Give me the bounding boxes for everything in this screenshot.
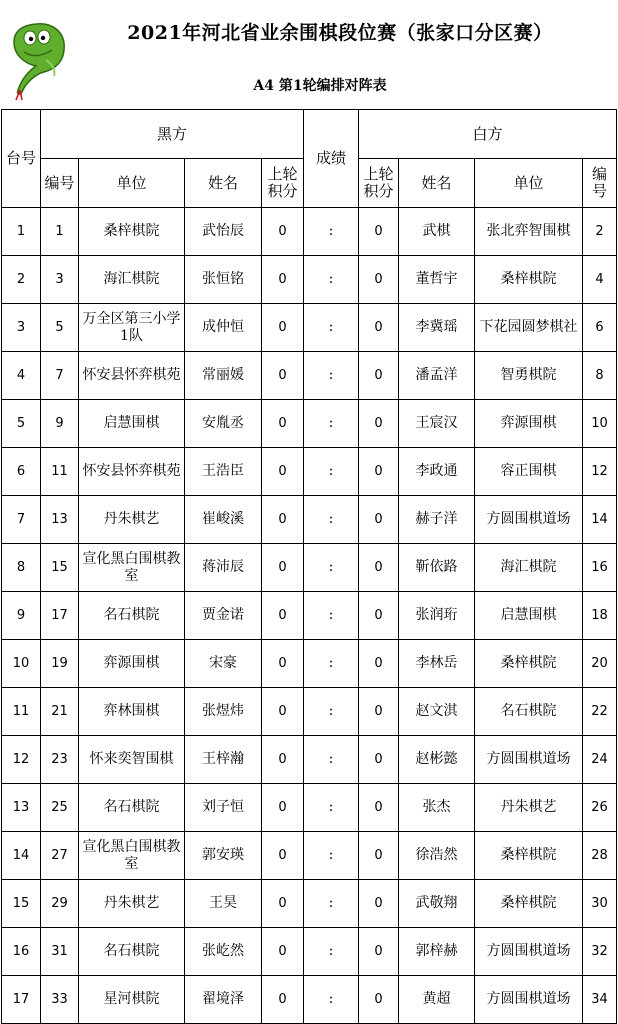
black-unit-cell: 怀来奕智围棋 (79, 736, 185, 784)
table-row (2, 304, 617, 352)
result-cell: : (304, 304, 359, 352)
table-row (2, 352, 617, 400)
result-cell: : (304, 688, 359, 736)
black-no-cell: 29 (41, 880, 79, 928)
black-no-cell: 17 (41, 592, 79, 640)
black-unit-cell: 弈林围棋 (79, 688, 185, 736)
black-unit-cell: 名石棋院 (79, 784, 185, 832)
white-name-cell: 赫子洋 (399, 496, 475, 544)
table-no-cell: 7 (2, 496, 41, 544)
white-unit-cell: 方圆围棋道场 (475, 928, 583, 976)
white-name-cell: 李政通 (399, 448, 475, 496)
white-prev-score-cell: 0 (359, 208, 399, 256)
black-prev-score-cell: 0 (262, 880, 304, 928)
black-unit-cell: 桑梓棋院 (79, 208, 185, 256)
white-name-cell: 张杰 (399, 784, 475, 832)
col-black-unit: 单位 (79, 159, 185, 208)
table-no-cell: 8 (2, 544, 41, 592)
col-white-no: 编号 (583, 159, 617, 208)
white-name-cell: 赵文淇 (399, 688, 475, 736)
white-no-cell: 26 (583, 784, 617, 832)
result-cell: : (304, 400, 359, 448)
table-no-cell: 11 (2, 688, 41, 736)
table-no-cell: 10 (2, 640, 41, 688)
result-cell: : (304, 784, 359, 832)
table-row (2, 784, 617, 832)
table-row (2, 592, 617, 640)
white-prev-score-cell: 0 (359, 928, 399, 976)
table-row (2, 832, 617, 880)
black-no-cell: 7 (41, 352, 79, 400)
black-name-cell: 宋豪 (185, 640, 262, 688)
result-cell: : (304, 256, 359, 304)
white-prev-score-cell: 0 (359, 400, 399, 448)
black-name-cell: 崔峻溪 (185, 496, 262, 544)
white-no-cell: 20 (583, 640, 617, 688)
result-cell: : (304, 832, 359, 880)
black-no-cell: 11 (41, 448, 79, 496)
white-prev-score-cell: 0 (359, 592, 399, 640)
result-cell: : (304, 976, 359, 1024)
white-prev-score-cell: 0 (359, 544, 399, 592)
black-unit-cell: 怀安县怀弈棋苑 (79, 352, 185, 400)
black-prev-score-cell: 0 (262, 592, 304, 640)
white-name-cell: 李冀瑶 (399, 304, 475, 352)
white-no-cell: 28 (583, 832, 617, 880)
black-prev-score-cell: 0 (262, 640, 304, 688)
black-no-cell: 9 (41, 400, 79, 448)
table-row (2, 256, 617, 304)
white-prev-score-cell: 0 (359, 448, 399, 496)
table-row (2, 976, 617, 1024)
white-name-cell: 董哲宇 (399, 256, 475, 304)
snake-mascot-icon (6, 20, 70, 102)
black-unit-cell: 名石棋院 (79, 592, 185, 640)
black-unit-cell: 丹朱棋艺 (79, 880, 185, 928)
white-unit-cell: 张北弈智围棋 (475, 208, 583, 256)
black-name-cell: 常丽媛 (185, 352, 262, 400)
table-no-cell: 1 (2, 208, 41, 256)
black-prev-score-cell: 0 (262, 352, 304, 400)
table-no-cell: 15 (2, 880, 41, 928)
black-unit-cell: 万全区第三小学1队 (79, 304, 185, 352)
black-no-cell: 33 (41, 976, 79, 1024)
black-name-cell: 贾金诺 (185, 592, 262, 640)
table-no-cell: 2 (2, 256, 41, 304)
black-no-cell: 1 (41, 208, 79, 256)
white-name-cell: 黄超 (399, 976, 475, 1024)
table-no-cell: 5 (2, 400, 41, 448)
result-cell: : (304, 736, 359, 784)
result-cell: : (304, 880, 359, 928)
white-unit-cell: 桑梓棋院 (475, 640, 583, 688)
black-name-cell: 王浩臣 (185, 448, 262, 496)
black-name-cell: 蒋沛辰 (185, 544, 262, 592)
col-black-prev-score: 上轮积分 (262, 159, 304, 208)
table-row (2, 736, 617, 784)
white-no-cell: 34 (583, 976, 617, 1024)
white-unit-cell: 方圆围棋道场 (475, 736, 583, 784)
black-unit-cell: 海汇棋院 (79, 256, 185, 304)
black-prev-score-cell: 0 (262, 736, 304, 784)
black-name-cell: 成仲恒 (185, 304, 262, 352)
white-prev-score-cell: 0 (359, 304, 399, 352)
result-cell: : (304, 928, 359, 976)
black-prev-score-cell: 0 (262, 208, 304, 256)
table-no-cell: 16 (2, 928, 41, 976)
black-no-cell: 19 (41, 640, 79, 688)
white-unit-cell: 桑梓棋院 (475, 256, 583, 304)
white-unit-cell: 桑梓棋院 (475, 832, 583, 880)
white-name-cell: 赵彬懿 (399, 736, 475, 784)
black-no-cell: 13 (41, 496, 79, 544)
col-white-name: 姓名 (399, 159, 475, 208)
black-unit-cell: 丹朱棋艺 (79, 496, 185, 544)
black-prev-score-cell: 0 (262, 304, 304, 352)
black-prev-score-cell: 0 (262, 976, 304, 1024)
white-no-cell: 24 (583, 736, 617, 784)
black-prev-score-cell: 0 (262, 448, 304, 496)
black-no-cell: 21 (41, 688, 79, 736)
white-prev-score-cell: 0 (359, 832, 399, 880)
white-unit-cell: 弈源围棋 (475, 400, 583, 448)
white-prev-score-cell: 0 (359, 976, 399, 1024)
white-unit-cell: 方圆围棋道场 (475, 496, 583, 544)
table-no-cell: 12 (2, 736, 41, 784)
black-prev-score-cell: 0 (262, 688, 304, 736)
table-row (2, 400, 617, 448)
white-prev-score-cell: 0 (359, 256, 399, 304)
white-no-cell: 2 (583, 208, 617, 256)
black-unit-cell: 宣化黑白围棋教室 (79, 832, 185, 880)
white-name-cell: 潘孟洋 (399, 352, 475, 400)
black-prev-score-cell: 0 (262, 496, 304, 544)
white-no-cell: 22 (583, 688, 617, 736)
table-row (2, 640, 617, 688)
table-row (2, 208, 617, 256)
white-unit-cell: 名石棋院 (475, 688, 583, 736)
black-no-cell: 3 (41, 256, 79, 304)
black-prev-score-cell: 0 (262, 544, 304, 592)
black-name-cell: 郭安瑛 (185, 832, 262, 880)
black-unit-cell: 怀安县怀弈棋苑 (79, 448, 185, 496)
white-unit-cell: 丹朱棋艺 (475, 784, 583, 832)
result-cell: : (304, 592, 359, 640)
black-no-cell: 23 (41, 736, 79, 784)
black-prev-score-cell: 0 (262, 928, 304, 976)
white-no-cell: 16 (583, 544, 617, 592)
white-unit-cell: 海汇棋院 (475, 544, 583, 592)
white-no-cell: 30 (583, 880, 617, 928)
page-subtitle: A4 第1轮编排对阵表 (253, 78, 387, 94)
white-unit-cell: 桑梓棋院 (475, 880, 583, 928)
result-cell: : (304, 496, 359, 544)
table-row (2, 496, 617, 544)
black-prev-score-cell: 0 (262, 832, 304, 880)
white-no-cell: 32 (583, 928, 617, 976)
black-no-cell: 15 (41, 544, 79, 592)
white-prev-score-cell: 0 (359, 352, 399, 400)
black-no-cell: 25 (41, 784, 79, 832)
black-unit-cell: 宣化黑白围棋教室 (79, 544, 185, 592)
black-name-cell: 刘子恒 (185, 784, 262, 832)
result-cell: : (304, 208, 359, 256)
result-cell: : (304, 544, 359, 592)
black-name-cell: 安胤丞 (185, 400, 262, 448)
col-black-name: 姓名 (185, 159, 262, 208)
white-prev-score-cell: 0 (359, 688, 399, 736)
black-name-cell: 武怡辰 (185, 208, 262, 256)
black-no-cell: 31 (41, 928, 79, 976)
white-name-cell: 靳依路 (399, 544, 475, 592)
white-name-cell: 王宸汉 (399, 400, 475, 448)
black-unit-cell: 星河棋院 (79, 976, 185, 1024)
col-white-unit: 单位 (475, 159, 583, 208)
black-name-cell: 翟境泽 (185, 976, 262, 1024)
black-side-header: 黑方 (41, 110, 304, 159)
white-prev-score-cell: 0 (359, 640, 399, 688)
table-row (2, 448, 617, 496)
table-no-cell: 14 (2, 832, 41, 880)
white-unit-cell: 下花园圆梦棋社 (475, 304, 583, 352)
black-unit-cell: 弈源围棋 (79, 640, 185, 688)
table-row (2, 880, 617, 928)
col-white-prev-score: 上轮积分 (359, 159, 399, 208)
col-result: 成绩 (304, 110, 359, 208)
white-unit-cell: 启慧围棋 (475, 592, 583, 640)
white-prev-score-cell: 0 (359, 880, 399, 928)
col-black-no: 编号 (41, 159, 79, 208)
white-name-cell: 郭梓赫 (399, 928, 475, 976)
white-unit-cell: 方圆围棋道场 (475, 976, 583, 1024)
black-name-cell: 张屹然 (185, 928, 262, 976)
pairing-table (1, 109, 617, 1024)
table-no-cell: 6 (2, 448, 41, 496)
white-unit-cell: 智勇棋院 (475, 352, 583, 400)
black-unit-cell: 启慧围棋 (79, 400, 185, 448)
table-no-cell: 9 (2, 592, 41, 640)
white-no-cell: 18 (583, 592, 617, 640)
table-no-cell: 4 (2, 352, 41, 400)
black-name-cell: 张煜炜 (185, 688, 262, 736)
black-no-cell: 27 (41, 832, 79, 880)
white-no-cell: 4 (583, 256, 617, 304)
white-no-cell: 8 (583, 352, 617, 400)
table-no-cell: 3 (2, 304, 41, 352)
result-cell: : (304, 640, 359, 688)
table-row (2, 928, 617, 976)
result-cell: : (304, 448, 359, 496)
white-side-header: 白方 (359, 110, 617, 159)
white-no-cell: 10 (583, 400, 617, 448)
white-name-cell: 徐浩然 (399, 832, 475, 880)
black-prev-score-cell: 0 (262, 400, 304, 448)
table-no-cell: 13 (2, 784, 41, 832)
white-name-cell: 武敬翔 (399, 880, 475, 928)
white-prev-score-cell: 0 (359, 736, 399, 784)
white-no-cell: 12 (583, 448, 617, 496)
white-name-cell: 李林岳 (399, 640, 475, 688)
table-row (2, 688, 617, 736)
white-prev-score-cell: 0 (359, 496, 399, 544)
result-cell: : (304, 352, 359, 400)
table-no-cell: 17 (2, 976, 41, 1024)
white-prev-score-cell: 0 (359, 784, 399, 832)
white-no-cell: 6 (583, 304, 617, 352)
black-name-cell: 王梓瀚 (185, 736, 262, 784)
col-table-no: 台号 (2, 110, 41, 208)
white-unit-cell: 容正围棋 (475, 448, 583, 496)
black-no-cell: 5 (41, 304, 79, 352)
black-name-cell: 王昊 (185, 880, 262, 928)
page-title: 2021年河北省业余围棋段位赛（张家口分区赛） (127, 22, 553, 44)
black-prev-score-cell: 0 (262, 256, 304, 304)
white-name-cell: 武棋 (399, 208, 475, 256)
black-prev-score-cell: 0 (262, 784, 304, 832)
black-name-cell: 张恒铭 (185, 256, 262, 304)
table-row (2, 544, 617, 592)
white-no-cell: 14 (583, 496, 617, 544)
black-unit-cell: 名石棋院 (79, 928, 185, 976)
white-name-cell: 张润珩 (399, 592, 475, 640)
